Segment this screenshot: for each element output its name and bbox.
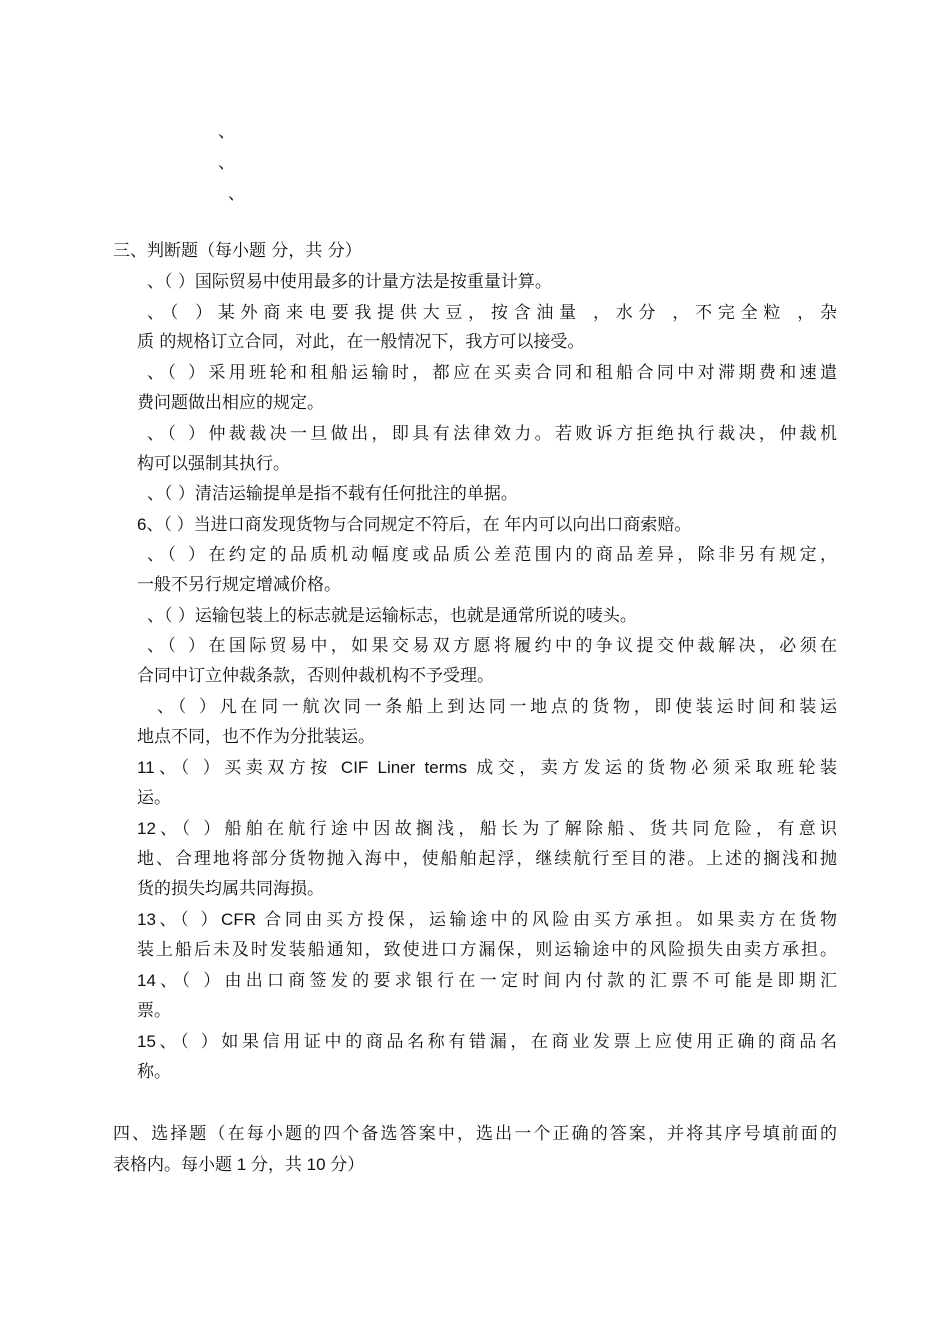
question-item: 、（ ）采用班轮和租船运输时，都应在买卖合同和租船合同中对滞期费和速遣 xyxy=(147,363,837,383)
question-item: 14、（ ）由出口商签发的要求银行在一定时间内付款的汇票不可能是即期汇 xyxy=(137,971,837,990)
question-item: 、（ ）在国际贸易中，如果交易双方愿将履约中的争议提交仲裁解决，必须在 xyxy=(147,636,837,656)
question-item-continuation: 票。 xyxy=(137,1001,171,1021)
question-item: 、（ ）仲裁裁决一旦做出，即具有法律效力。若败诉方拒绝执行裁决，仲裁机 xyxy=(147,424,837,444)
question-item: 12、（ ）船舶在航行途中因故搁浅，船长为了解除船、货共同危险，有意识 xyxy=(137,819,837,838)
question-item: 、（ ）国际贸易中使用最多的计量方法是按重量计算。 xyxy=(147,272,552,292)
question-item: 、（ ）某外商来电要我提供大豆，按含油量 ，水分 ，不完全粒 ，杂 xyxy=(147,303,837,323)
question-item-continuation: 地点不同，也不作为分批装运。 xyxy=(137,727,375,747)
question-item-continuation: 构可以强制其执行。 xyxy=(137,454,290,474)
question-item-continuation: 货的损失均属共同海损。 xyxy=(137,879,324,899)
question-item: 6、（ ）当进口商发现货物与合同规定不符后，在 年内可以向出口商索赔。 xyxy=(137,515,692,534)
question-item-continuation: 称。 xyxy=(137,1062,171,1082)
question-item-continuation: 运。 xyxy=(137,788,171,808)
question-item-continuation: 合同中订立仲裁条款，否则仲裁机构不予受理。 xyxy=(137,666,494,686)
top-mark: 、 xyxy=(228,184,245,204)
section-4-heading-continuation: 表格内。每小题 1 分，共 10 分） xyxy=(113,1155,365,1174)
section-4-heading: 四、选择题（在每小题的四个备选答案中，选出一个正确的答案，并将其序号填前面的 xyxy=(113,1124,837,1144)
question-item-continuation: 费问题做出相应的规定。 xyxy=(137,393,324,413)
question-item: 11、（ ）买卖双方按 CIF Liner terms 成交，卖方发运的货物必须采取班轮装 xyxy=(137,758,837,777)
question-item-continuation: 一般不另行规定增减价格。 xyxy=(137,575,341,595)
top-mark: 、 xyxy=(218,153,235,173)
question-item: 、（ ）运输包装上的标志就是运输标志，也就是通常所说的唛头。 xyxy=(147,606,637,626)
question-item-continuation: 质 的规格订立合同，对此，在一般情况下，我方可以接受。 xyxy=(137,332,585,352)
question-item: 15、（ ）如果信用证中的商品名称有错漏，在商业发票上应使用正确的商品名 xyxy=(137,1032,837,1051)
question-item-continuation: 装上船后未及时发装船通知，致使进口方漏保，则运输途中的风险损失由卖方承担。 xyxy=(137,940,837,960)
question-item: 、（ ）在约定的品质机动幅度或品质公差范围内的商品差异，除非另有规定， xyxy=(147,545,837,565)
question-item-continuation: 地、合理地将部分货物抛入海中，使船舶起浮，继续航行至目的港。上述的搁浅和抛 xyxy=(137,849,837,869)
question-item: 、（ ）清洁运输提单是指不载有任何批注的单据。 xyxy=(147,484,518,504)
section-3-heading: 三、判断题（每小题 分，共 分） xyxy=(113,241,362,261)
question-item: 13、（ ）CFR 合同由买方投保，运输途中的风险由买方承担。如果卖方在货物 xyxy=(137,910,837,929)
top-mark: 、 xyxy=(218,122,235,142)
question-item: 、（ ）凡在同一航次同一条船上到达同一地点的货物，即使装运时间和装运 xyxy=(157,697,837,717)
